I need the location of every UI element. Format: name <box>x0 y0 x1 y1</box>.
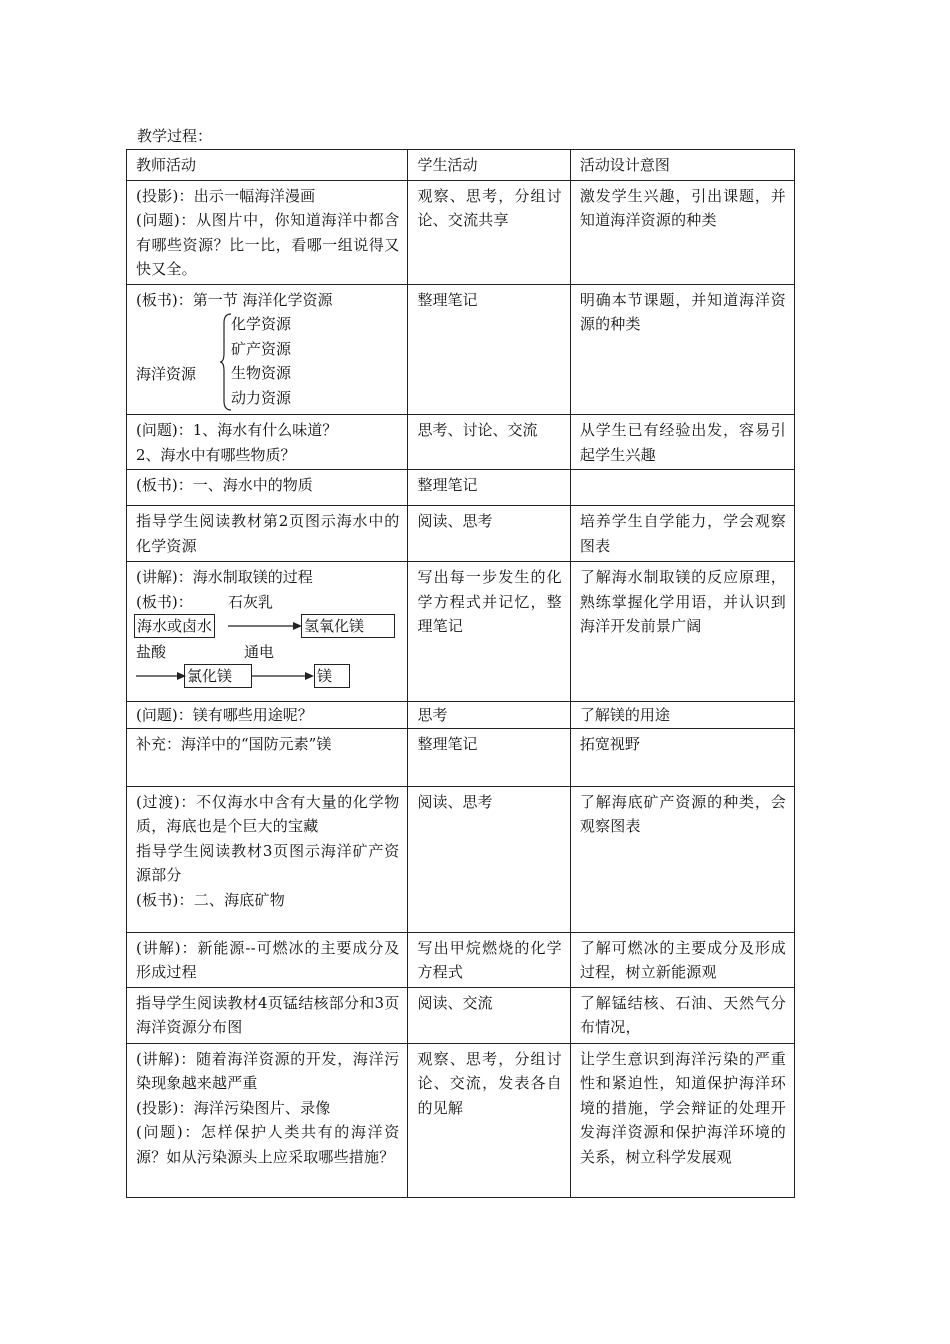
student-cell: 阅读、交流 <box>408 987 570 1043</box>
teacher-line: (过渡)：不仅海水中含有大量的化学物质，海底也是个巨大的宝藏 <box>136 792 400 835</box>
flow-arrows-icon <box>136 590 386 692</box>
node-seawater: 海水或卤水 <box>134 614 215 638</box>
table-row <box>127 284 795 415</box>
intent-cell: 激发学生兴趣，引出课题，并知道海洋资源的种类 <box>570 180 794 284</box>
reagent-electrolysis: 通电 <box>244 642 275 661</box>
teacher-line: 2、海水中有哪些物质？ <box>136 445 296 464</box>
intent-cell: 了解海底矿产资源的种类，会观察图表 <box>570 786 794 932</box>
teacher-line: (投影)：出示一幅海洋漫画 <box>136 186 316 205</box>
teacher-cell: (板书)：一、海水中的物质 <box>127 470 408 506</box>
intent-cell: 明确本节课题，并知道海洋资源的种类 <box>570 284 794 415</box>
resource-item: 矿产资源 <box>231 339 292 358</box>
node-magnesium-chloride: 氯化镁 <box>184 664 252 688</box>
teacher-line: (投影)：海洋污染图片、录像 <box>136 1098 331 1117</box>
teacher-cell <box>127 1043 408 1197</box>
table-row <box>127 728 795 786</box>
intent-cell: 拓宽视野 <box>570 728 794 786</box>
lesson-table <box>126 149 795 1198</box>
student-cell: 观察、思考，分组讨论、交流共享 <box>408 180 570 284</box>
reagent-lime-milk: 石灰乳 <box>228 592 274 611</box>
board-title: (板书)：第一节 海洋化学资源 <box>136 290 333 309</box>
table-row <box>127 786 795 932</box>
table-row <box>127 180 795 284</box>
teacher-cell: 补充：海洋中的“国防元素”镁 <box>127 728 408 786</box>
resource-items <box>231 312 291 410</box>
teacher-line: (讲解)：随着海洋资源的开发，海洋污染现象越来越严重 <box>136 1049 400 1092</box>
table-row <box>127 987 795 1043</box>
teacher-cell <box>127 180 408 284</box>
intent-cell: 了解锰结核、石油、天然气分布情况， <box>570 987 794 1043</box>
table-row <box>127 415 795 470</box>
table-row <box>127 562 795 702</box>
student-cell: 阅读、思考 <box>408 506 570 562</box>
teacher-cell <box>127 562 408 702</box>
resource-classification <box>136 312 399 412</box>
teacher-cell: 指导学生阅读教材第2页图示海水中的化学资源 <box>127 506 408 562</box>
teacher-cell: (讲解)：新能源--可燃冰的主要成分及形成过程 <box>127 932 408 987</box>
resource-item: 生物资源 <box>231 364 292 382</box>
magnesium-flow-diagram <box>136 590 399 692</box>
table-row <box>127 1043 795 1197</box>
teacher-line: (问题)：从图片中，你知道海洋中都含有哪些资源？比一比，看哪一组说得又快又全。 <box>136 211 400 278</box>
teacher-line: (板书)：二、海底矿物 <box>136 890 285 909</box>
teacher-cell: (问题)：镁有哪些用途呢？ <box>127 702 408 729</box>
teacher-cell <box>127 786 408 932</box>
teacher-line: 指导学生阅读教材3页图示海洋矿产资源部分 <box>136 841 400 884</box>
table-row <box>127 506 795 562</box>
table-row <box>127 702 795 729</box>
teacher-line: (问题)：1、海水有什么味道？ <box>136 421 338 439</box>
table-header-row <box>127 150 795 181</box>
header-student: 学生活动 <box>408 150 570 181</box>
lecture-title: (讲解)：海水制取镁的过程 <box>136 568 313 586</box>
student-cell: 阅读、思考 <box>408 786 570 932</box>
teacher-line: (问题)：怎样保护人类共有的海洋资源？如从污染源头上应采取哪些措施？ <box>136 1123 400 1166</box>
student-cell: 整理笔记 <box>408 470 570 506</box>
table-row <box>127 470 795 506</box>
header-intent: 活动设计意图 <box>570 150 794 181</box>
teacher-cell <box>127 284 408 415</box>
resource-item: 动力资源 <box>231 388 292 407</box>
intent-cell <box>570 470 794 506</box>
intent-cell: 让学生意识到海洋污染的严重性和紧迫性，知道保护海洋环境的措施，学会辩证的处理开发海洋资源和保护海洋环境的关系，树立科学发展观 <box>570 1043 794 1197</box>
intent-cell: 了解海水制取镁的反应原理，熟练掌握化学用语，并认识到海洋开发前景广阔 <box>570 562 794 702</box>
student-cell: 写出甲烷燃烧的化学方程式 <box>408 932 570 987</box>
intent-cell: 培养学生自学能力，学会观察图表 <box>570 506 794 562</box>
student-cell: 写出每一步发生的化学方程式并记忆，整理笔记 <box>408 562 570 702</box>
student-cell: 思考、讨论、交流 <box>408 415 570 470</box>
student-cell: 整理笔记 <box>408 284 570 415</box>
intent-cell: 了解镁的用途 <box>570 702 794 729</box>
teacher-cell: 指导学生阅读教材4页锰结核部分和3页海洋资源分布图 <box>127 987 408 1043</box>
section-heading: 教学过程： <box>137 127 213 145</box>
resource-label: 海洋资源 <box>136 365 197 383</box>
intent-cell: 了解可燃冰的主要成分及形成过程，树立新能源观 <box>570 932 794 987</box>
board-label: (板书)： <box>136 592 193 611</box>
table-row <box>127 932 795 987</box>
header-teacher: 教师活动 <box>127 150 408 181</box>
student-cell: 整理笔记 <box>408 728 570 786</box>
student-cell: 观察、思考，分组讨论、交流，发表各自的见解 <box>408 1043 570 1197</box>
intent-cell: 从学生已有经验出发，容易引起学生兴趣 <box>570 415 794 470</box>
student-cell: 思考 <box>408 702 570 729</box>
node-magnesium: 镁 <box>314 664 350 688</box>
teacher-cell <box>127 415 408 470</box>
reagent-hydrochloric-acid: 盐酸 <box>136 642 167 661</box>
node-magnesium-hydroxide: 氢氧化镁 <box>301 614 395 638</box>
resource-item: 化学资源 <box>231 315 292 333</box>
